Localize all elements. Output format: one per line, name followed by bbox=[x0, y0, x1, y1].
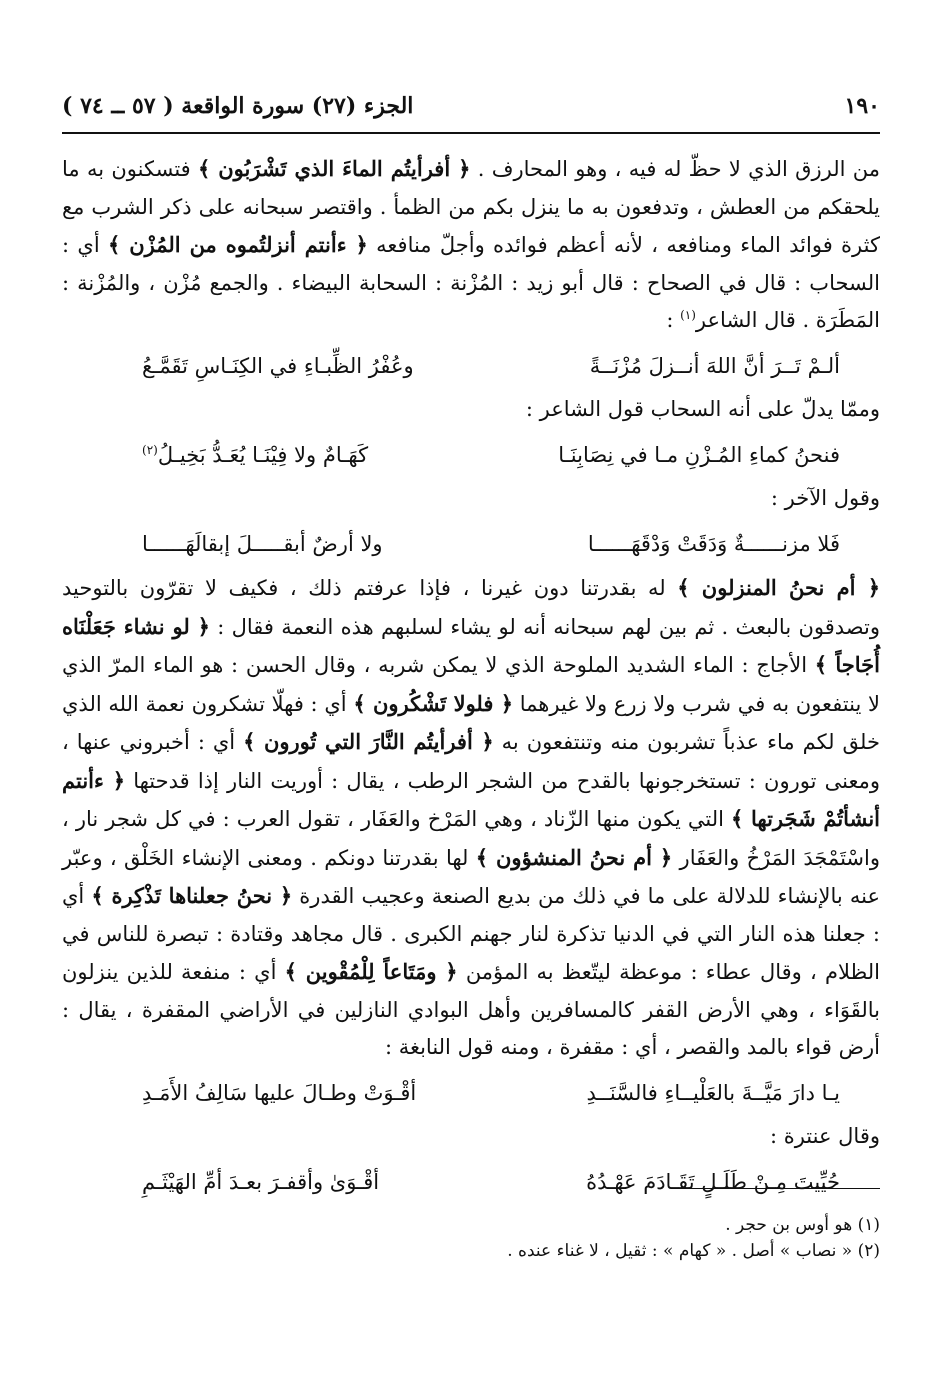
text-run: الأجاج : الماء الشديد الملوحة الذي لا يمكن شربه ، وقال الحسن : هو الماء المرّ الذي لا ينتفعون به في شرب ولا زرع ولا غيرهما bbox=[62, 653, 881, 716]
text-run: له بقدرتنا دون غيرنا ، فإذا عرفتم ذلك ، فكيف لا تقرّون بالتوحيد وتصدقون بالبعث . ثم بين لهم سبحانه أنه لو يشاء لسلبهم هذه النعمة فقال : bbox=[62, 576, 880, 639]
text-run: التي يكون منها الزّناد ، وهي المَرْخ والعَفَار ، تقول العرب : في كل شجر نار ، واسْتَمْجَدَ المَرْخُ والعَفَار bbox=[62, 807, 880, 870]
verse-hemistich: أقْـوَتْ وطـالَ عليها سَالِفُ الأَمَـدِ bbox=[142, 1080, 417, 1105]
quran-quote: ﴿ ومَتَاعاً لِلْمُقْوين ﴾ bbox=[284, 959, 458, 984]
footnote-rule bbox=[680, 1188, 880, 1189]
quran-quote: ﴿ نحنُ جعلناها تَذْكِرة ﴾ bbox=[91, 883, 293, 908]
verse-1 bbox=[62, 348, 880, 386]
footnote-ref[interactable]: (١) bbox=[680, 308, 696, 322]
footnotes bbox=[62, 1212, 880, 1264]
verse-hemistich: ألـمْ تَــرَ أنَّ اللهَ أنــزلَ مُزْنَــةً bbox=[589, 353, 840, 378]
main-text bbox=[62, 150, 880, 1207]
verse-hemistich: فَلا مزنــــــةٌ وَدَقَتْ وَدْقَهَــــــا bbox=[587, 531, 840, 556]
text-run: أي : السحاب : قال في الصحاح : قال أبو زيد : المُزْنة : السحابة البيضاء . والجمع مُزْن ، والمُزْنة : المَطَرَة . قال الشاعر bbox=[62, 233, 880, 332]
verse-text: كَهَـامٌ ولا فِيْنَـا يُعَـدُّ بَخِيـلُ bbox=[157, 442, 369, 467]
verse-5 bbox=[62, 1164, 880, 1202]
verse-3 bbox=[62, 526, 880, 564]
quran-quote: ﴿ ءأنتم أنشأتُمْ شَجَرتها ﴾ bbox=[62, 767, 880, 831]
text-run: : bbox=[666, 308, 681, 332]
text-run: لها بقدرتنا دونكم . ومعنى الإنشاء الخَلْق ، وعبّر عنه بالإنشاء للدلالة على ما في ذلك من بديع الصنعة وعجيب القدرة bbox=[62, 845, 880, 908]
verse-2 bbox=[62, 437, 880, 475]
text-run: أي : جعلنا هذه النار التي في الدنيا تذكرة لنار جهنم الكبرى . قال مجاهد وقتادة : تبصرة للناس في الظلام ، وقال عطاء : موعظة ليتّعظ به المؤمن bbox=[62, 884, 880, 984]
text-line: وقال عنترة : bbox=[769, 1124, 880, 1148]
verse-hemistich: فنحنُ كماءِ المُـزْنِ مـا في نِصَابِنَـا bbox=[558, 442, 840, 467]
paragraph-2 bbox=[62, 569, 880, 1067]
quran-quote: ﴿ أفرأيتُم النَّارَ التي تُورون ﴾ bbox=[243, 729, 494, 754]
footnote-2: (٢) « نصاب » أصل . « كهام » : ثقيل ، لا غناء عنده . bbox=[507, 1241, 880, 1261]
text-run: من الرزق الذي لا حظّ له فيه ، وهو المحارف . bbox=[470, 157, 880, 181]
running-header bbox=[62, 86, 880, 126]
verse-4 bbox=[62, 1075, 880, 1113]
running-title: الجزء (٢٧) سورة الواقعة ( ٥٧ ــ ٧٤ ) bbox=[62, 93, 414, 119]
text-run: أي : فهلّا تشكرون نعمة الله الذي خلق لكم ماء عذباً تشربون منه وتنتفعون به bbox=[62, 691, 880, 754]
text-line: وممّا يدلّ على أنه السحاب قول الشاعر : bbox=[525, 397, 880, 421]
quran-quote: ﴿ أفرأيتُم الماءَ الذي تَشْرَبُون ﴾ bbox=[198, 156, 471, 181]
verse-hemistich: يـا دارَ مَيَّــةَ بالعَلْيــاءِ فالسَّنَــدِ bbox=[586, 1080, 840, 1105]
text-line: وقول الآخر : bbox=[770, 486, 880, 510]
quran-quote: ﴿ ءأنتم أنزلتُموه من المُزْن ﴾ bbox=[107, 232, 368, 257]
paragraph-1 bbox=[62, 150, 880, 340]
verse-hemistich: أقْـوَىٰ وأقفـرَ بعـدَ أمِّ الهَيْثَـمِ bbox=[142, 1169, 380, 1194]
text-run: فتسكنون به ما يلحقكم من العطش ، وتدفعون به ما ينزل بكم من الظمأ . واقتصر سبحانه على ذكر الشرب مع كثرة فوائد الماء ومنافعه ، لأنه أعظم فوائده وأجلّ منافعه bbox=[62, 157, 880, 257]
quran-quote: ﴿ أم نحنُ المنشؤون ﴾ bbox=[475, 844, 673, 870]
footnote-1: (١) هو أوس بن حجر . bbox=[725, 1215, 880, 1235]
verse-hemistich: حُيِّيتَ مِـنْ طَلَـلٍ تَقَـادَمَ عَهْـدُهُ bbox=[586, 1169, 840, 1194]
text-run: أي : منفعة للذين ينزلون بالقَوَاء ، وهي الأرض القفر كالمسافرين وأهل البوادي النازلين في الأراضي المقفرة ، يقال : أرض قواء بالمد والقصر ، أي : مقفرة ، ومنه قول النابغة : bbox=[62, 960, 880, 1059]
verse-hemistich: ولا أرضٌ أبقـــــلَ إبقالَهَــــــا bbox=[142, 531, 383, 556]
header-rule bbox=[62, 132, 880, 134]
verse-hemistich bbox=[142, 437, 368, 475]
page-number: ١٩٠ bbox=[844, 93, 880, 119]
verse-hemistich: وعُفْرُ الظِّبـاءِ في الكِنَـاسِ تَقَمَّـعُ bbox=[142, 353, 414, 378]
quran-quote: ﴿ فلولا تَشْكُرون ﴾ bbox=[353, 690, 514, 716]
quran-quote: ﴿ أم نحنُ المنزلون ﴾ bbox=[677, 575, 880, 600]
footnote-ref[interactable]: (٢) bbox=[142, 442, 158, 457]
quran-quote: ﴿ لو نشاء جَعَلْنَاه أُجَاجاً ﴾ bbox=[62, 613, 880, 677]
text-run: أي : أخبروني عنها ، ومعنى تورون : تستخرجونها بالقدح من الشجر الرطب ، يقال : أوريت النار إذا قدحتها bbox=[62, 730, 880, 793]
